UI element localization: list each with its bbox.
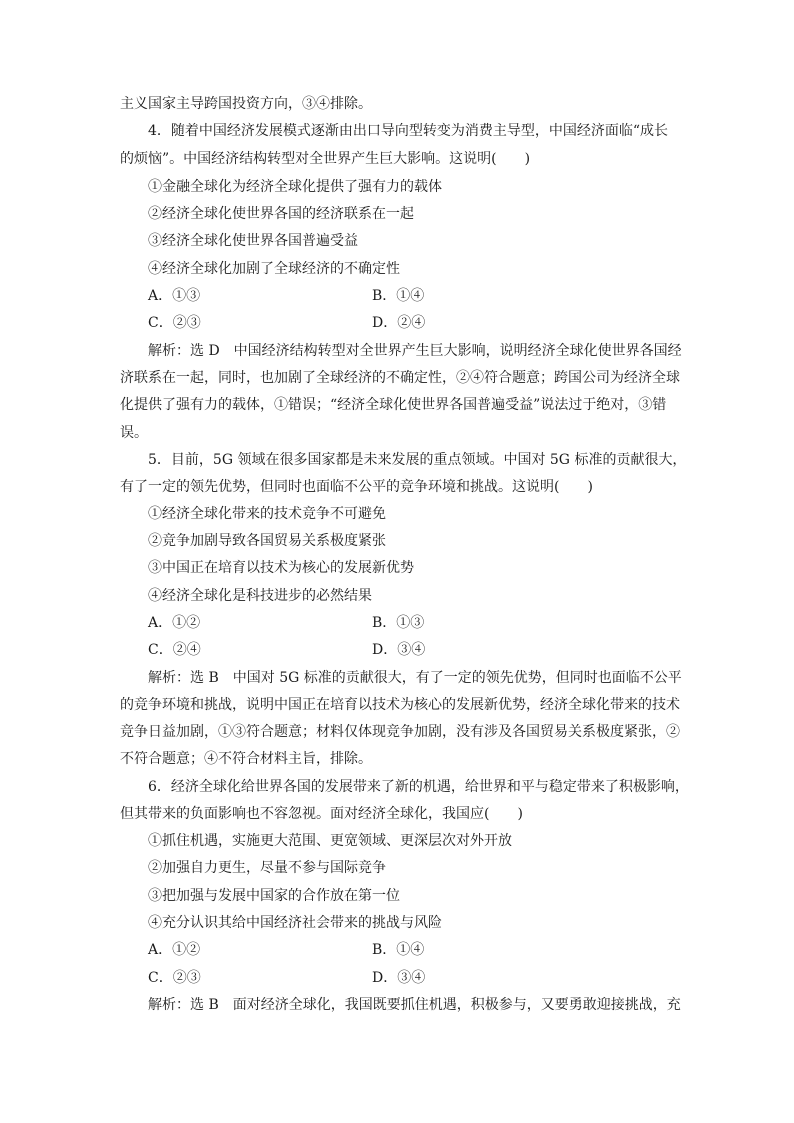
analysis-line: 误。 (120, 425, 148, 441)
option-c: C．②④ (148, 642, 201, 658)
option-c: C．②③ (148, 315, 201, 331)
statement-3: ③中国正在培育以技术为核心的发展新优势 (148, 560, 414, 576)
question-stem-line: 5．目前，5G 领域在很多国家都是未来发展的重点领域。中国对 5G 标准的贡献很大， (148, 452, 687, 468)
option-a: A．①③ (148, 288, 201, 304)
statement-2: ②经济全球化使世界各国的经济联系在一起 (148, 206, 414, 222)
statement-1: ①抓住机遇，实施更大范围、更宽领域、更深层次对外开放 (148, 833, 512, 849)
analysis-line: 解析：选 B 中国对 5G 标准的贡献很大，有了一定的领先优势，但同时也面临不公平 (148, 670, 682, 686)
question-stem-line: 有了一定的领先优势，但同时也面临不公平的竞争环境和挑战。这说明( ) (120, 479, 593, 495)
statement-4: ④充分认识其给中国经济社会带来的挑战与风险 (148, 915, 442, 931)
analysis-line: 解析：选 B 面对经济全球化，我国既要抓住机遇，积极参与，又要勇敢迎接挑战，充 (148, 997, 681, 1013)
option-b: B．①③ (372, 615, 425, 631)
option-b: B．①④ (372, 942, 425, 958)
statement-1: ①经济全球化带来的技术竞争不可避免 (148, 506, 386, 522)
question-stem-line: 但其带来的负面影响也不容忽视。面对经济全球化，我国应( ) (120, 806, 523, 822)
option-d: D．②④ (372, 315, 426, 331)
statement-2: ②加强自力更生，尽量不参与国际竞争 (148, 860, 386, 876)
option-a: A．①② (148, 615, 201, 631)
analysis-line: 济联系在一起，同时，也加剧了全球经济的不确定性，②④符合题意；跨国公司为经济全球 (120, 370, 680, 386)
analysis-line: 竞争日益加剧，①③符合题意；材料仅体现竞争加剧，没有涉及各国贸易关系极度紧张，② (120, 724, 680, 740)
statement-4: ④经济全球化加剧了全球经济的不确定性 (148, 261, 400, 277)
analysis-line: 不符合题意；④不符合材料主旨，排除。 (120, 751, 372, 767)
intro-analysis-tail: 主义国家主导跨国投资方向，③④排除。 (120, 96, 372, 112)
option-c: C．②③ (148, 970, 201, 986)
analysis-line: 化提供了强有力的载体，①错误；“经济全球化使世界各国普遍受益”说法过于绝对，③错 (120, 397, 667, 413)
statement-2: ②竞争加剧导致各国贸易关系极度紧张 (148, 533, 386, 549)
question-stem-line: 4．随着中国经济发展模式逐渐由出口导向型转变为消费主导型，中国经济面临“成长 (148, 123, 669, 139)
analysis-line: 解析：选 D 中国经济结构转型对全世界产生巨大影响，说明经济全球化使世界各国经 (148, 343, 682, 359)
option-b: B．①④ (372, 288, 425, 304)
analysis-line: 的竞争环境和挑战，说明中国正在培育以技术为核心的发展新优势，经济全球化带来的技术 (120, 697, 680, 713)
statement-4: ④经济全球化是科技进步的必然结果 (148, 588, 372, 604)
question-stem-line: 6．经济全球化给世界各国的发展带来了新的机遇，给世界和平与稳定带来了积极影响， (148, 779, 689, 795)
statement-1: ①金融全球化为经济全球化提供了强有力的载体 (148, 179, 442, 195)
option-d: D．③④ (372, 970, 426, 986)
option-d: D．③④ (372, 642, 426, 658)
question-stem-line: 的烦恼”。中国经济结构转型对全世界产生巨大影响。这说明( ) (120, 151, 531, 167)
option-a: A．①② (148, 942, 201, 958)
statement-3: ③经济全球化使世界各国普遍受益 (148, 233, 358, 249)
statement-3: ③把加强与发展中国家的合作放在第一位 (148, 888, 400, 904)
